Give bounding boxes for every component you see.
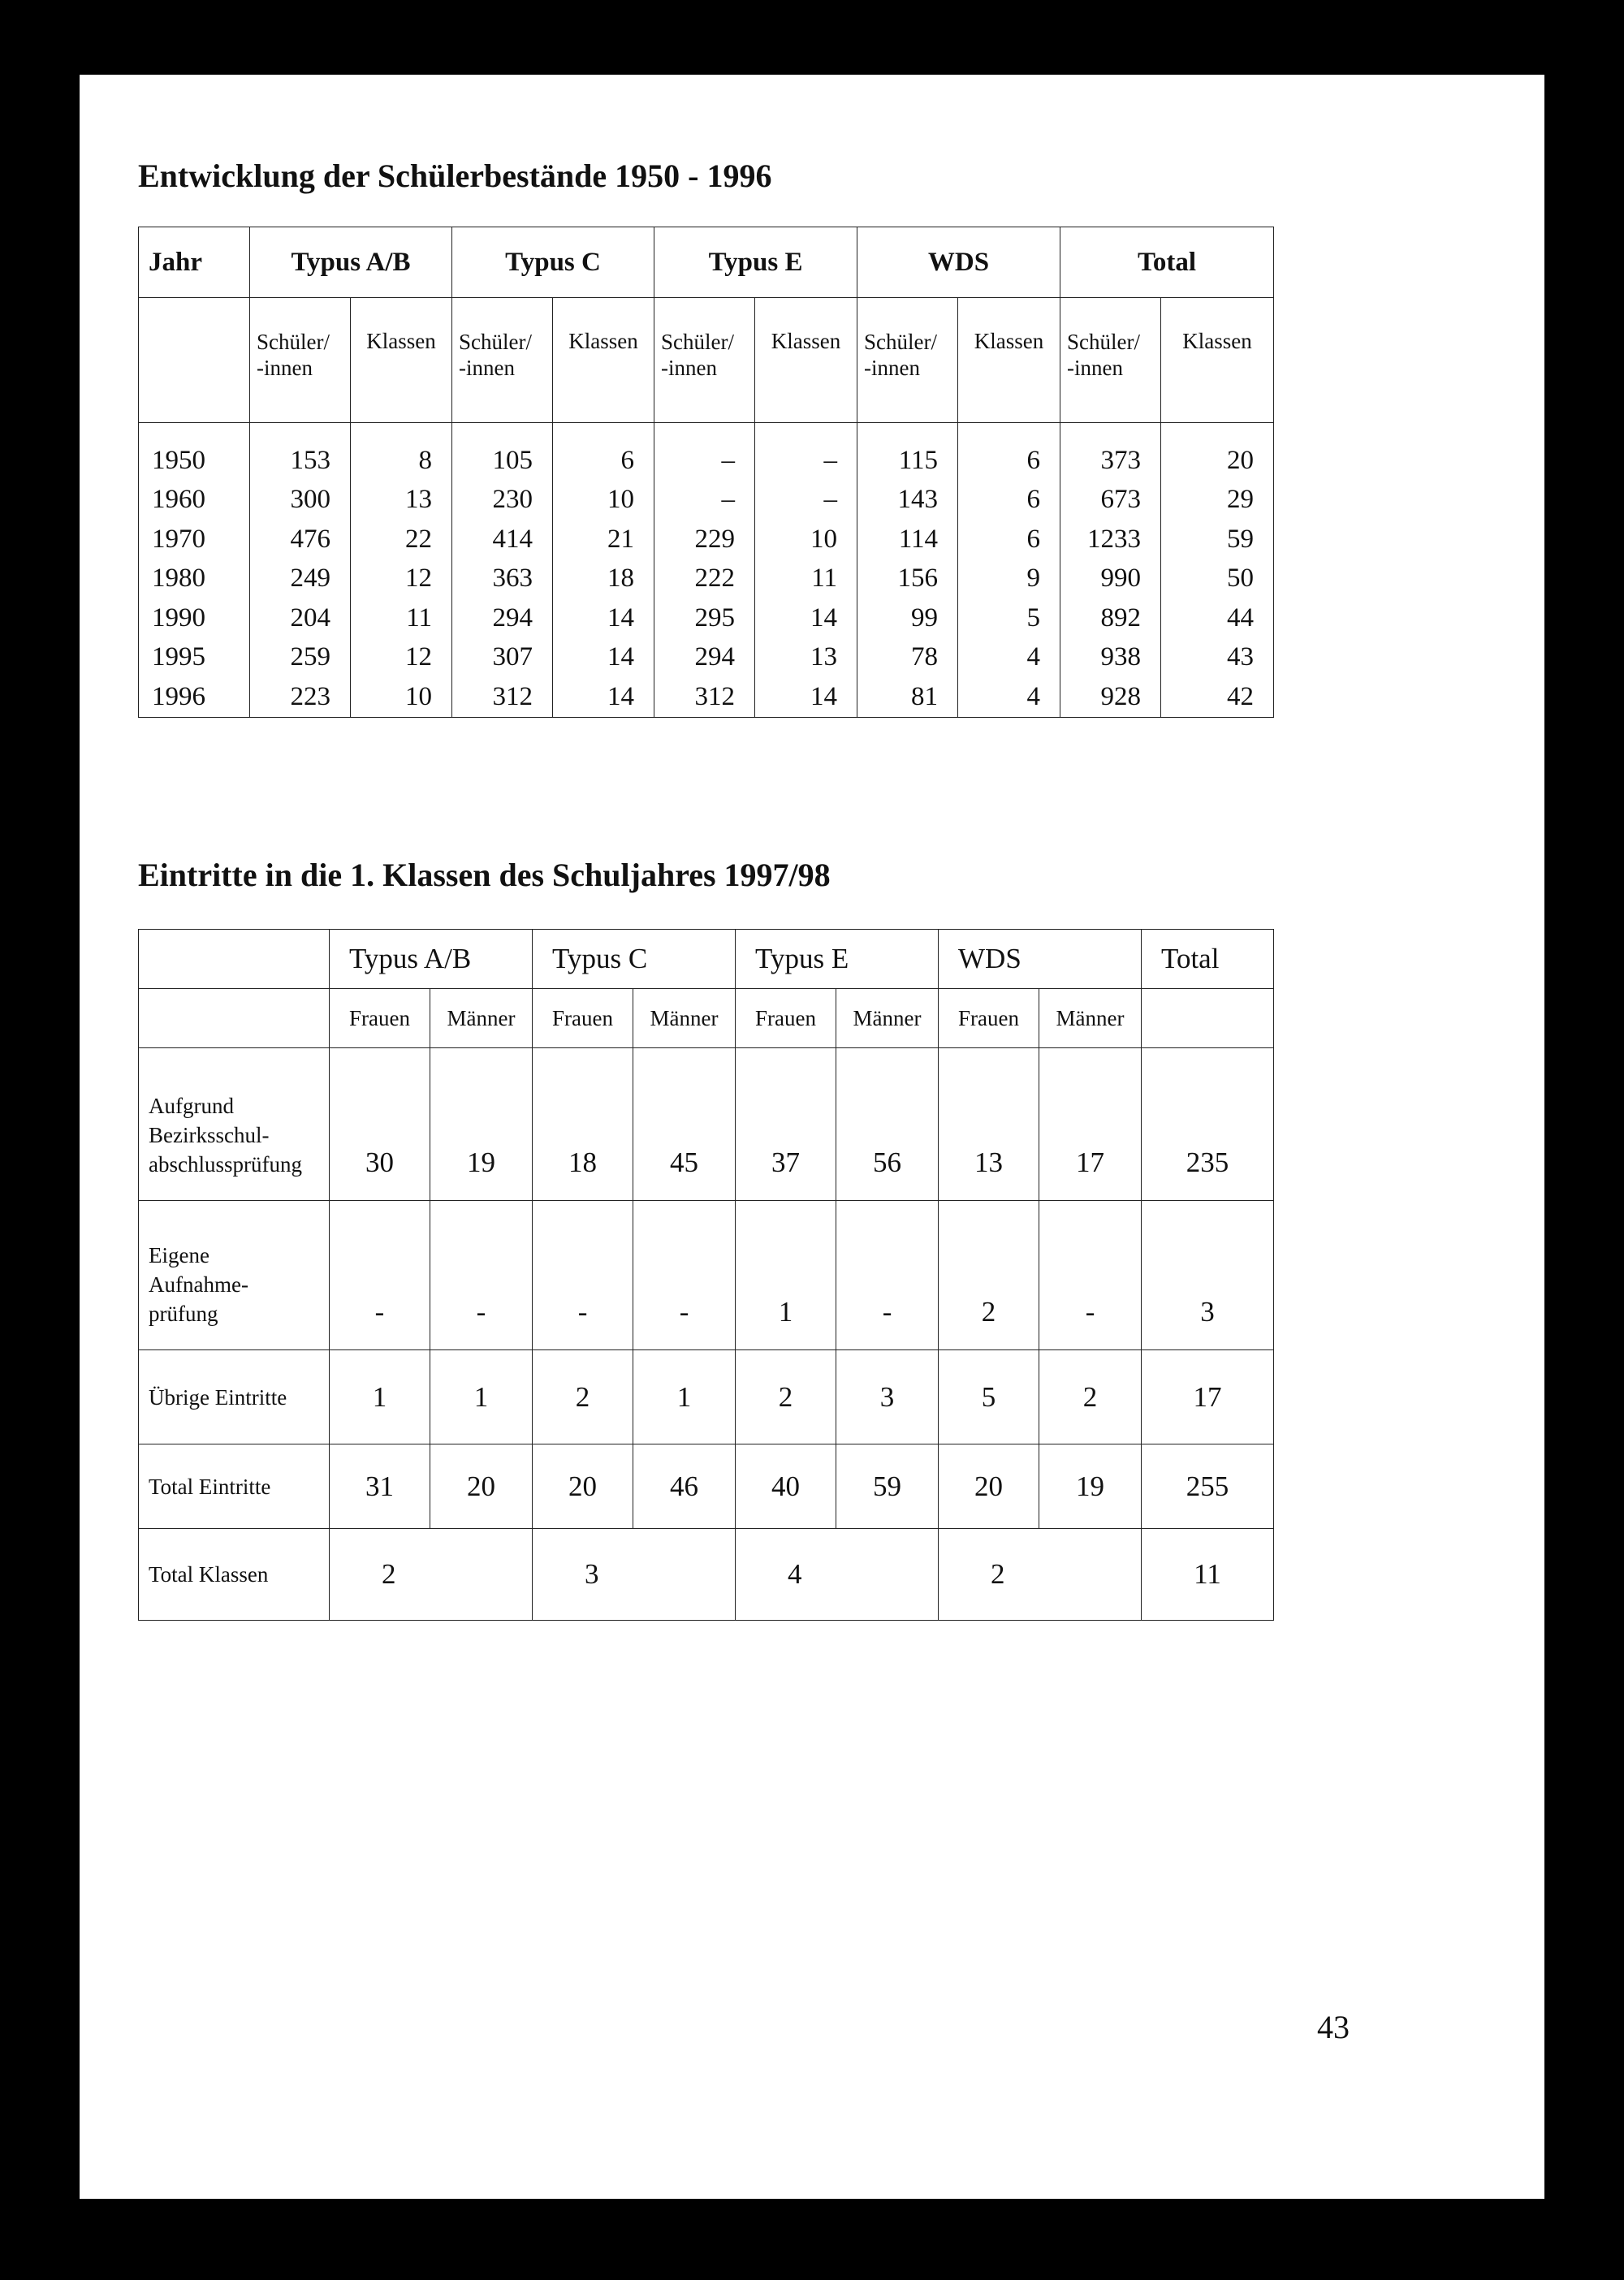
header-total: Total [1060,227,1274,298]
row-label: Eigene Aufnahme- prüfung [139,1201,330,1350]
header-empty [139,930,330,989]
klassen-cell: 22 [351,520,452,559]
header-typus-e: Typus E [736,930,939,989]
frauen-cell: - [330,1201,430,1350]
klassen-typus-c: 3 [533,1529,736,1621]
header-jahr: Jahr [139,227,250,298]
row-label: Übrige Eintritte [139,1350,330,1444]
header-typus-ab: Typus A/B [330,930,533,989]
maenner-cell: 2 [1039,1350,1142,1444]
klassen-cell: 43 [1161,638,1274,678]
total-cell: 17 [1142,1350,1274,1444]
header-total: Total [1142,930,1274,989]
klassen-cell: 10 [351,677,452,717]
maenner-cell: 1 [430,1350,533,1444]
student-numbers-table [138,227,1274,718]
year-cell: 1950 [139,423,250,481]
subheader-frauen: Frauen [533,989,633,1048]
frauen-cell: 20 [939,1444,1039,1529]
klassen-cell: 14 [755,677,857,717]
schueler-cell: 153 [250,423,351,481]
total-cell: 255 [1142,1444,1274,1529]
schueler-cell: 294 [654,638,755,678]
klassen-cell: 10 [755,520,857,559]
schueler-cell: 229 [654,520,755,559]
frauen-cell: 13 [939,1048,1039,1201]
subheader-empty [139,298,250,423]
klassen-cell: 6 [958,520,1060,559]
row-label: Total Klassen [139,1529,330,1621]
klassen-cell: 4 [958,638,1060,678]
klassen-typus-ab: 2 [330,1529,533,1621]
schueler-cell: 259 [250,638,351,678]
subheader-schueler: Schüler/ -innen [452,298,553,423]
klassen-cell: 12 [351,638,452,678]
maenner-cell: - [1039,1201,1142,1350]
subheader-empty [139,989,330,1048]
subheader-klassen: Klassen [351,298,452,423]
maenner-cell: 17 [1039,1048,1142,1201]
table1-row [139,638,1274,678]
subheader-schueler: Schüler/ -innen [1060,298,1161,423]
frauen-cell: 1 [330,1350,430,1444]
header-typus-ab: Typus A/B [250,227,452,298]
schueler-cell: 307 [452,638,553,678]
year-cell: 1996 [139,677,250,717]
header-wds: WDS [939,930,1142,989]
klassen-typus-e: 4 [736,1529,939,1621]
subheader-klassen: Klassen [1161,298,1274,423]
schueler-cell: 476 [250,520,351,559]
total-cell: 235 [1142,1048,1274,1201]
klassen-total: 11 [1142,1529,1274,1621]
schueler-cell: 363 [452,559,553,599]
klassen-cell: 9 [958,559,1060,599]
klassen-cell: 14 [553,677,654,717]
subheader-maenner: Männer [1039,989,1142,1048]
frauen-cell: - [533,1201,633,1350]
klassen-cell: 21 [553,520,654,559]
maenner-cell: 20 [430,1444,533,1529]
maenner-cell: 56 [836,1048,939,1201]
maenner-cell: 1 [633,1350,736,1444]
subheader-schueler: Schüler/ -innen [654,298,755,423]
maenner-cell: - [430,1201,533,1350]
subheader-frauen: Frauen [736,989,836,1048]
schueler-cell: 105 [452,423,553,481]
klassen-cell: – [755,481,857,520]
klassen-cell: 50 [1161,559,1274,599]
maenner-cell: 3 [836,1350,939,1444]
klassen-cell: – [755,423,857,481]
klassen-cell: 10 [553,481,654,520]
schueler-cell: 230 [452,481,553,520]
table1-row [139,677,1274,717]
year-cell: 1995 [139,638,250,678]
schueler-cell: 222 [654,559,755,599]
schueler-cell: 312 [452,677,553,717]
maenner-cell: 46 [633,1444,736,1529]
total-cell: 3 [1142,1201,1274,1350]
table2-row [139,1048,1274,1201]
klassen-cell: 6 [553,423,654,481]
subheader-frauen: Frauen [939,989,1039,1048]
year-cell: 1970 [139,520,250,559]
schueler-cell: 115 [857,423,958,481]
table2-row-total-klassen [139,1529,1274,1621]
klassen-cell: 8 [351,423,452,481]
schueler-cell: 928 [1060,677,1161,717]
frauen-cell: 31 [330,1444,430,1529]
subheader-klassen: Klassen [755,298,857,423]
klassen-cell: 42 [1161,677,1274,717]
maenner-cell: - [836,1201,939,1350]
subheader-schueler: Schüler/ -innen [857,298,958,423]
header-typus-c: Typus C [452,227,654,298]
admissions-table [138,929,1274,1621]
table1-row [139,481,1274,520]
klassen-cell: 4 [958,677,1060,717]
schueler-cell: 312 [654,677,755,717]
year-cell: 1980 [139,559,250,599]
maenner-cell: - [633,1201,736,1350]
row-label: Total Eintritte [139,1444,330,1529]
klassen-cell: 18 [553,559,654,599]
klassen-wds: 2 [939,1529,1142,1621]
frauen-cell: 37 [736,1048,836,1201]
klassen-cell: 29 [1161,481,1274,520]
frauen-cell: 2 [939,1201,1039,1350]
klassen-cell: 14 [755,598,857,638]
subheader-klassen: Klassen [553,298,654,423]
schueler-cell: – [654,481,755,520]
klassen-cell: 59 [1161,520,1274,559]
maenner-cell: 19 [430,1048,533,1201]
frauen-cell: 40 [736,1444,836,1529]
header-typus-e: Typus E [654,227,857,298]
header-wds: WDS [857,227,1060,298]
klassen-cell: 6 [958,481,1060,520]
klassen-cell: 44 [1161,598,1274,638]
subheader-maenner: Männer [430,989,533,1048]
schueler-cell: 204 [250,598,351,638]
frauen-cell: 2 [736,1350,836,1444]
schueler-cell: 81 [857,677,958,717]
year-cell: 1960 [139,481,250,520]
klassen-cell: 11 [351,598,452,638]
frauen-cell: 30 [330,1048,430,1201]
schueler-cell: 156 [857,559,958,599]
schueler-cell: 223 [250,677,351,717]
table2-row [139,1350,1274,1444]
schueler-cell: 373 [1060,423,1161,481]
row-label: Aufgrund Bezirksschul- abschlussprüfung [139,1048,330,1201]
klassen-cell: 12 [351,559,452,599]
table2-row [139,1444,1274,1529]
subheader-klassen: Klassen [958,298,1060,423]
table1-header-row [139,227,1274,298]
table1-row [139,520,1274,559]
maenner-cell: 19 [1039,1444,1142,1529]
klassen-cell: 6 [958,423,1060,481]
frauen-cell: 5 [939,1350,1039,1444]
table1-subheader-row [139,298,1274,423]
schueler-cell: 249 [250,559,351,599]
table2-subheader-row [139,989,1274,1048]
schueler-cell: 673 [1060,481,1161,520]
table2-row [139,1201,1274,1350]
schueler-cell: 294 [452,598,553,638]
schueler-cell: – [654,423,755,481]
klassen-cell: 14 [553,638,654,678]
schueler-cell: 414 [452,520,553,559]
maenner-cell: 59 [836,1444,939,1529]
klassen-cell: 5 [958,598,1060,638]
year-cell: 1990 [139,598,250,638]
frauen-cell: 1 [736,1201,836,1350]
schueler-cell: 938 [1060,638,1161,678]
page-number: 43 [1317,2009,1350,2045]
subheader-frauen: Frauen [330,989,430,1048]
frauen-cell: 2 [533,1350,633,1444]
klassen-cell: 20 [1161,423,1274,481]
schueler-cell: 300 [250,481,351,520]
table2-header-row [139,930,1274,989]
table1-title: Entwicklung der Schülerbestände 1950 - 1996 [138,158,772,194]
header-typus-c: Typus C [533,930,736,989]
subheader-empty [1142,989,1274,1048]
subheader-maenner: Männer [836,989,939,1048]
schueler-cell: 892 [1060,598,1161,638]
maenner-cell: 45 [633,1048,736,1201]
table1-row [139,559,1274,599]
klassen-cell: 11 [755,559,857,599]
schueler-cell: 143 [857,481,958,520]
subheader-schueler: Schüler/ -innen [250,298,351,423]
schueler-cell: 295 [654,598,755,638]
schueler-cell: 114 [857,520,958,559]
schueler-cell: 990 [1060,559,1161,599]
subheader-maenner: Männer [633,989,736,1048]
frauen-cell: 18 [533,1048,633,1201]
table2-title: Eintritte in die 1. Klassen des Schuljahres 1997/98 [138,857,831,893]
table1-row [139,598,1274,638]
klassen-cell: 14 [553,598,654,638]
table1-row [139,423,1274,481]
klassen-cell: 13 [351,481,452,520]
schueler-cell: 99 [857,598,958,638]
klassen-cell: 13 [755,638,857,678]
schueler-cell: 1233 [1060,520,1161,559]
schueler-cell: 78 [857,638,958,678]
frauen-cell: 20 [533,1444,633,1529]
